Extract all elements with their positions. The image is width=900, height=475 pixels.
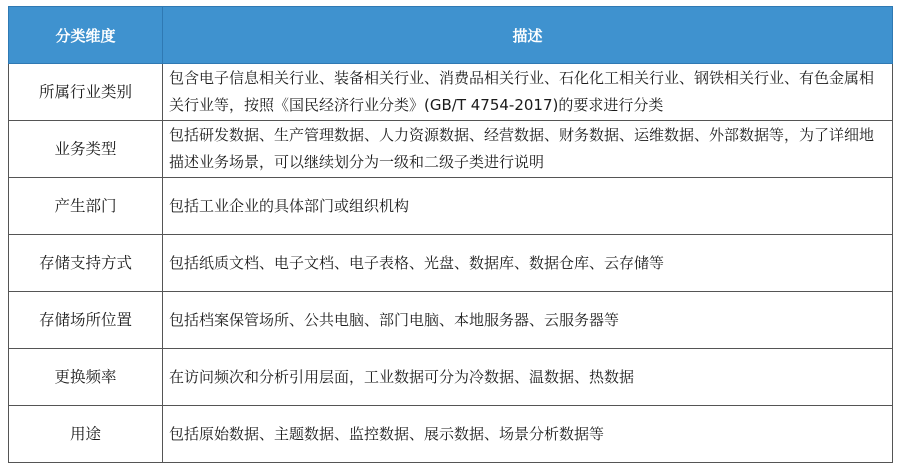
classification-table [8, 6, 893, 463]
table-row [9, 178, 893, 235]
table-row [9, 292, 893, 349]
table-row [9, 64, 893, 121]
row-dimension: 更换频率 [9, 349, 163, 406]
table-header-row [9, 7, 893, 64]
table-row [9, 349, 893, 406]
row-description: 在访问频次和分析引用层面，工业数据可分为冷数据、温数据、热数据 [163, 349, 893, 406]
row-description: 包括研发数据、生产管理数据、人力资源数据、经营数据、财务数据、运维数据、外部数据等，为了详细地描述业务场景，可以继续划分为一级和二级子类进行说明 [163, 121, 893, 178]
row-dimension: 存储场所位置 [9, 292, 163, 349]
row-description: 包括原始数据、主题数据、监控数据、展示数据、场景分析数据等 [163, 406, 893, 463]
row-dimension: 业务类型 [9, 121, 163, 178]
row-dimension: 产生部门 [9, 178, 163, 235]
row-dimension: 所属行业类别 [9, 64, 163, 121]
row-description: 包括档案保管场所、公共电脑、部门电脑、本地服务器、云服务器等 [163, 292, 893, 349]
row-description: 包括工业企业的具体部门或组织机构 [163, 178, 893, 235]
table-row [9, 121, 893, 178]
header-description: 描述 [163, 7, 893, 64]
row-dimension: 用途 [9, 406, 163, 463]
row-dimension: 存储支持方式 [9, 235, 163, 292]
classification-table-container [8, 6, 892, 463]
table-row [9, 406, 893, 463]
row-description: 包括纸质文档、电子文档、电子表格、光盘、数据库、数据仓库、云存储等 [163, 235, 893, 292]
table-row [9, 235, 893, 292]
header-dimension: 分类维度 [9, 7, 163, 64]
row-description: 包含电子信息相关行业、装备相关行业、消费品相关行业、石化化工相关行业、钢铁相关行业、有色金属相关行业等，按照《国民经济行业分类》(GB/T 4754-2017)的要求进行分类 [163, 64, 893, 121]
